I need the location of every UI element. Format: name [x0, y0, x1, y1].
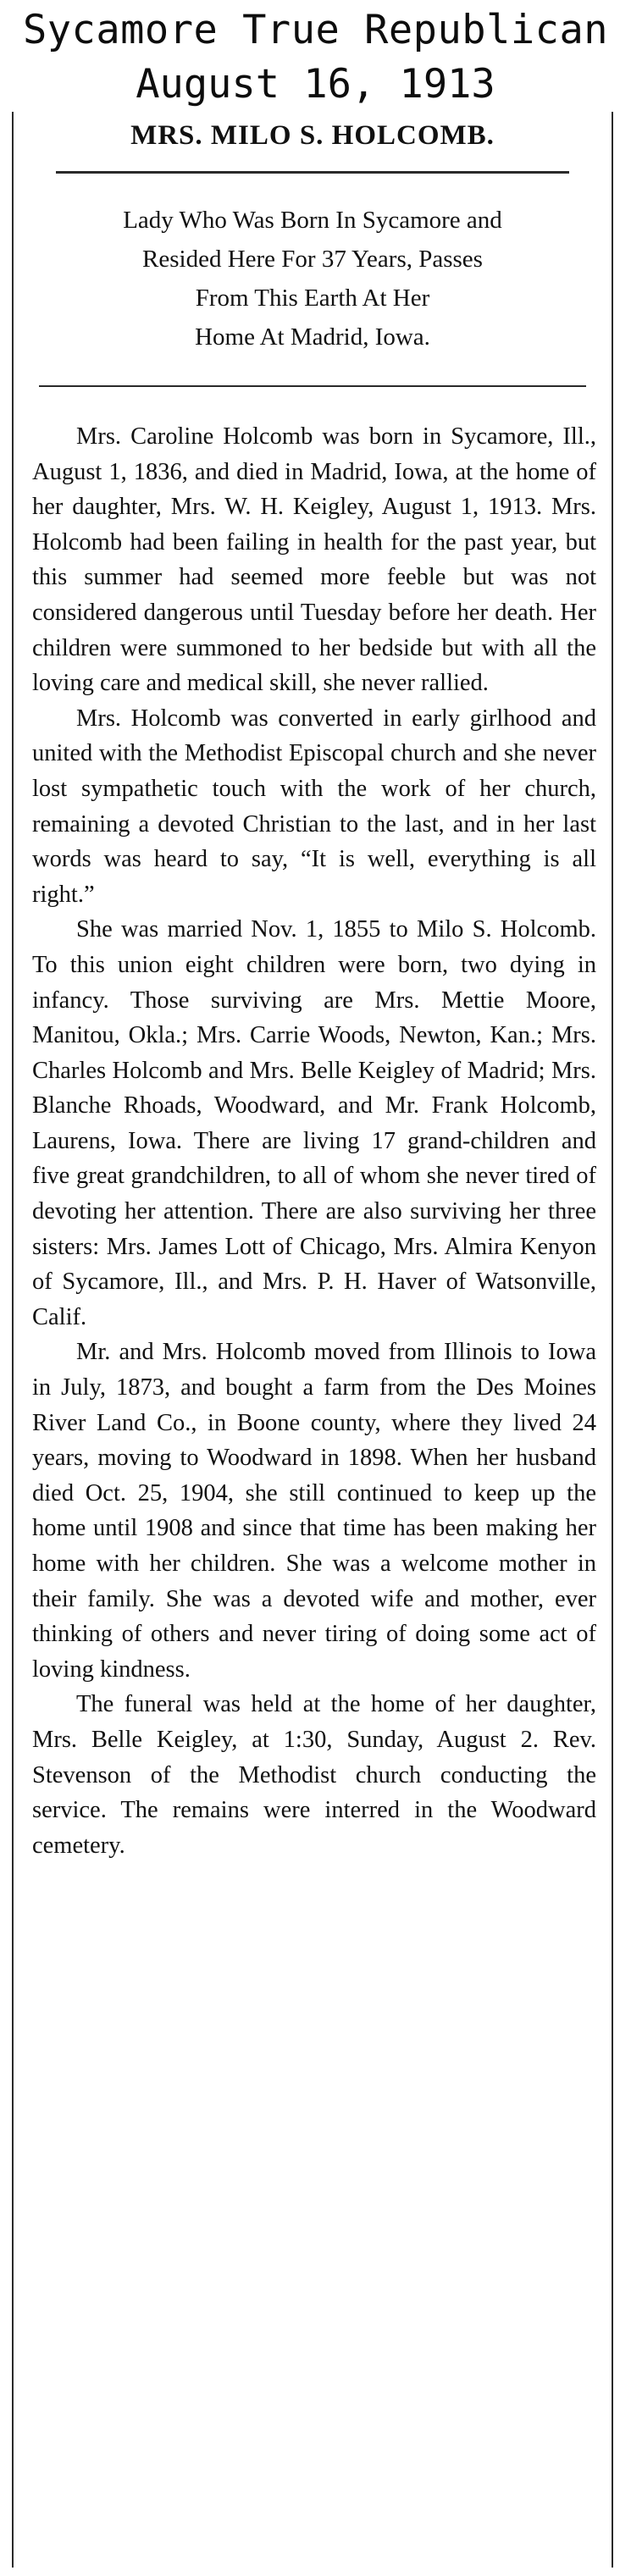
- deck-line: Resided Here For 37 Years, Passes: [142, 246, 483, 273]
- article-paragraph: Mrs. Holcomb was converted in early girlhood and united with the Methodist Episcopal church and she never lost sympathetic touch with the work of her church, remaining a devoted Christian to the last, and in her last words was heard to say, “It is well, everything is all right.”: [32, 705, 596, 908]
- article-paragraph: Mr. and Mrs. Holcomb moved from Illinois to Iowa in July, 1873, and bought a farm from the Des Moines River Land Co., in Boone county, where they lived 24 years, moving to Woodward in 1898. When her husband died Oct. 25, 1904, she still continued to keep up the home until 1908 and since that time has been making her home with her children. She was a welcome mother in their family. She was a devoted wife and mother, ever thinking of others and never tiring of doing some act of loving kindness.: [32, 1339, 596, 1683]
- article-deck: [39, 201, 586, 387]
- deck-line: Home At Madrid, Iowa.: [195, 323, 430, 351]
- deck-line: Lady Who Was Born In Sycamore and: [123, 207, 502, 234]
- article-column: [12, 112, 613, 2568]
- masthead: [0, 0, 631, 112]
- article-paragraph: The funeral was held at the home of her daughter, Mrs. Belle Keigley, at 1:30, Sunday, August 2. Rev. Stevenson of the Methodist church conducting the service. The remains were interred in the Woodward cemetery.: [32, 1691, 596, 1859]
- deck-line: From This Earth At Her: [195, 285, 430, 312]
- article-body: [32, 419, 596, 1863]
- article-paragraph: Mrs. Caroline Holcomb was born in Sycamore, Ill., August 1, 1836, and died in Madrid, Iowa, at the home of her daughter, Mrs. W. H. Keigley, August 1, 1913. Mrs. Holcomb had been failing in health for the past year, but this summer had seemed more feeble but was not considered dangerous until Tuesday before her death. Her children were summoned to her bedside but with all the loving care and medical skill, she never rallied.: [32, 423, 596, 697]
- article-headline: MRS. MILO S. HOLCOMB.: [56, 117, 569, 174]
- publication-date: August 16, 1913: [136, 61, 495, 108]
- article-paragraph: She was married Nov. 1, 1855 to Milo S. Holcomb. To this union eight children were born, two dying in infancy. Those surviving are Mrs. Mettie Moore, Manitou, Okla.; Mrs. Carrie Woods, Newton, Kan.; Mrs. Charles Holcomb and Mrs. Belle Keigley of Madrid; Mrs. Blanche Rhoads, Woodward, and Mr. Frank Holcomb, Laurens, Iowa. There are living 17 grand-children and five great grandchildren, to all of whom she never tired of devoting her attention. There are also surviving her three sisters: Mrs. James Lott of Chicago, Mrs. Almira Kenyon of Sycamore, Ill., and Mrs. P. H. Haver of Watsonville, Calif.: [32, 916, 596, 1330]
- publication-name: Sycamore True Republican: [22, 7, 609, 53]
